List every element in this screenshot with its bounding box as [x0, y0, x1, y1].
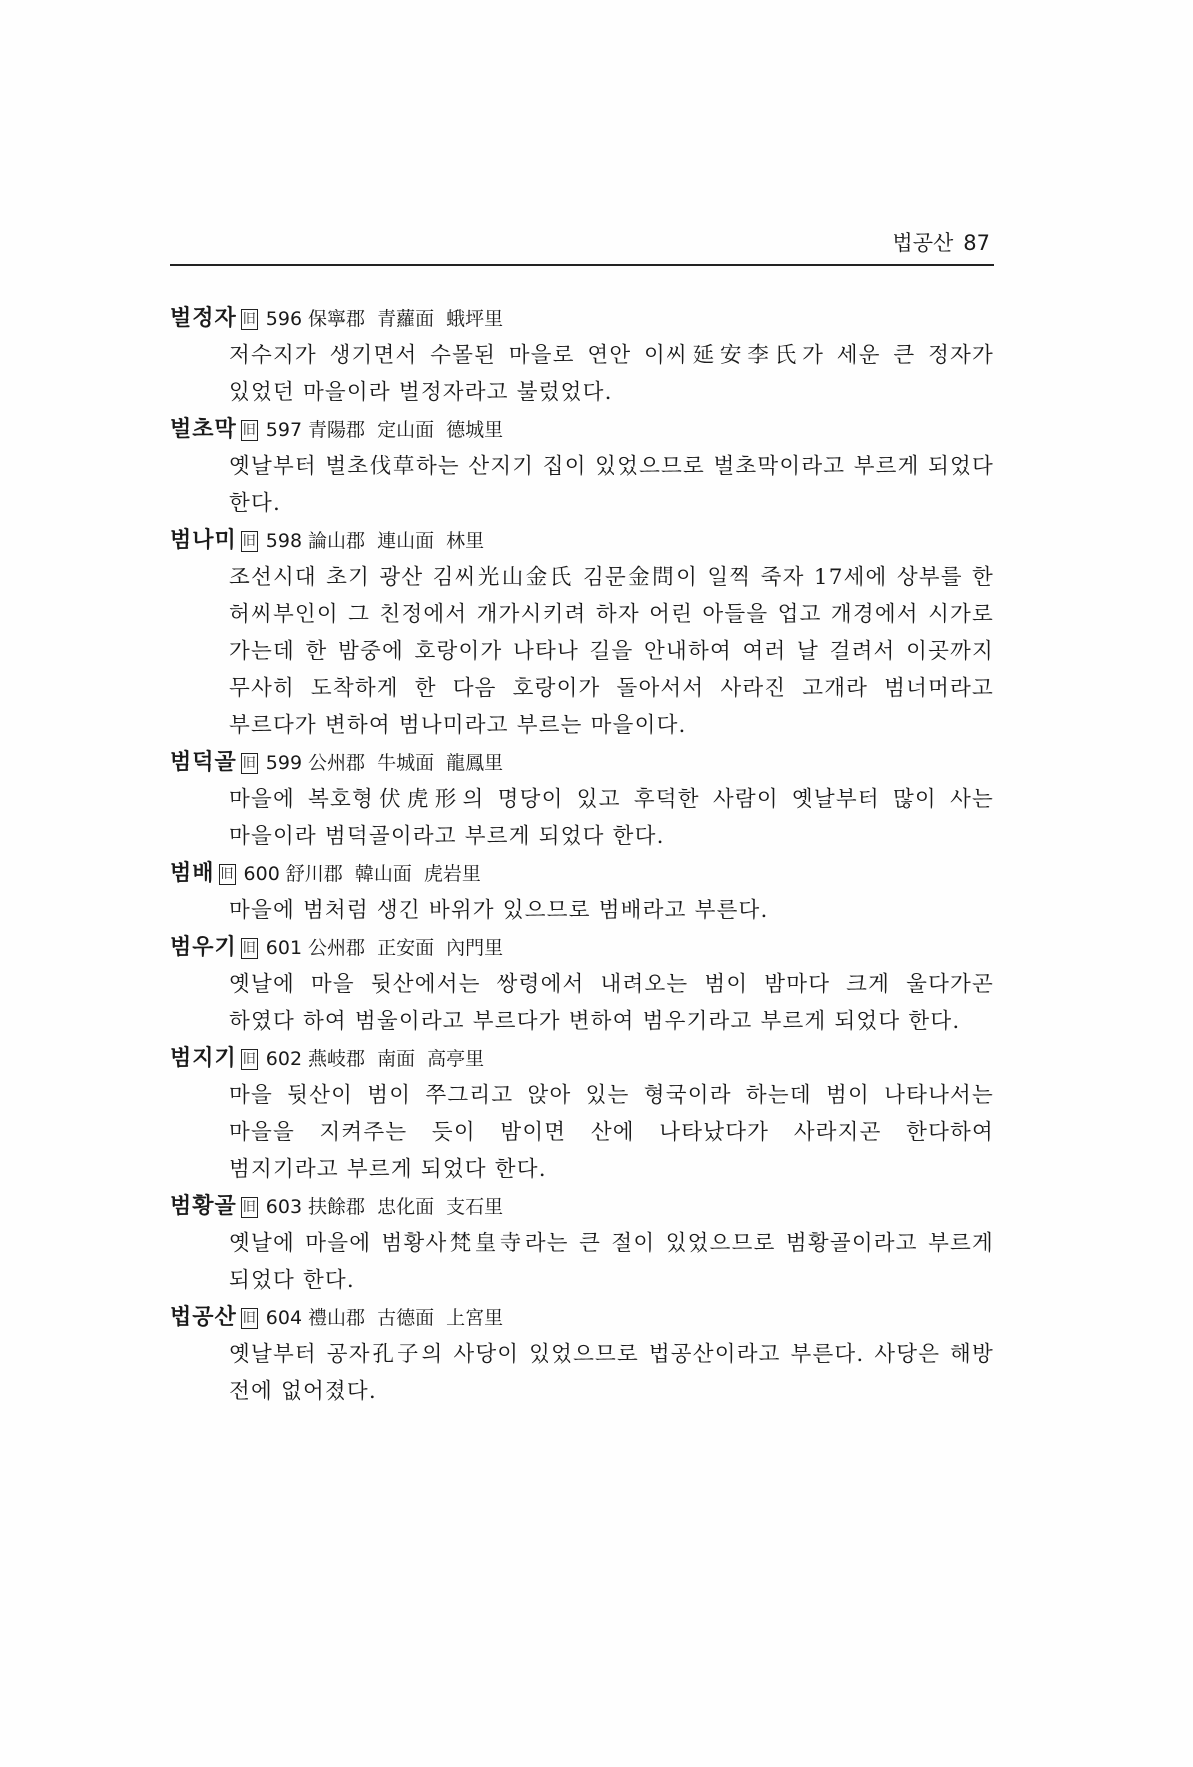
entry-name: 벌정자 [170, 306, 237, 331]
old-name-mark: 旧 [219, 864, 236, 885]
old-name-mark: 旧 [241, 1197, 258, 1218]
entry-number: 600 [243, 863, 280, 885]
entry-heading [170, 300, 994, 337]
entry-township: 青蘿面 [377, 308, 435, 330]
page-number: 87 [963, 231, 990, 255]
entry-number: 597 [265, 419, 303, 441]
entry-county: 公州郡 [308, 752, 366, 774]
entry [170, 744, 994, 855]
entry-township: 牛城面 [377, 752, 435, 774]
entry-county: 禮山郡 [308, 1307, 366, 1329]
entry-name: 벌초막 [170, 417, 237, 442]
old-name-mark: 旧 [241, 420, 258, 441]
entry-village: 內門里 [446, 937, 504, 959]
entry-description: 옛날부터 벌초伐草하는 산지기 집이 있었으므로 벌초막이라고 부르게 되었다 한다. [229, 454, 994, 516]
old-name-mark: 旧 [241, 753, 258, 774]
entry-heading [170, 411, 994, 448]
running-head-title: 법공산 [892, 231, 954, 255]
entry-village: 德城里 [446, 419, 504, 441]
entry-number: 603 [265, 1196, 303, 1218]
entry-village: 高亭里 [427, 1048, 485, 1070]
old-name-mark: 旧 [241, 938, 258, 959]
entry-county: 扶餘郡 [308, 1196, 366, 1218]
entry-number: 598 [265, 530, 303, 552]
entry-township: 忠化面 [377, 1196, 435, 1218]
entry-list [170, 300, 994, 1410]
entry-name: 범황골 [170, 1194, 237, 1219]
entry-description: 마을에 복호형伏虎形의 명당이 있고 후덕한 사람이 옛날부터 많이 사는 마을이라 범덕골이라고 부르게 되었다 한다. [229, 787, 994, 849]
running-head [170, 226, 994, 266]
entry-number: 596 [265, 308, 303, 330]
entry-village: 林里 [446, 530, 485, 552]
entry [170, 855, 994, 929]
entry [170, 1040, 994, 1188]
entry-village: 虎岩里 [423, 863, 481, 885]
entry-description: 저수지가 생기면서 수몰된 마을로 연안 이씨延安李氏가 세운 큰 정자가 있었던 마을이라 벌정자라고 불렀었다. [229, 343, 994, 405]
entry-description: 마을에 범처럼 생긴 바위가 있으므로 범배라고 부른다. [229, 898, 769, 923]
entry-county: 論山郡 [308, 530, 366, 552]
entry-heading [170, 522, 994, 559]
old-name-mark: 旧 [241, 309, 258, 330]
entry-county: 青陽郡 [308, 419, 366, 441]
entry-description: 옛날에 마을 뒷산에서는 쌍령에서 내려오는 범이 밤마다 크게 울다가곤 하였다 하여 범울이라고 부르다가 변하여 범우기라고 부르게 되었다 한다. [229, 972, 994, 1034]
entry-county: 舒川郡 [285, 863, 343, 885]
entry [170, 1299, 994, 1410]
entry [170, 522, 994, 744]
entry-description: 마을 뒷산이 범이 쭈그리고 앉아 있는 형국이라 하는데 범이 나타나서는 마을을 지켜주는 듯이 밤이면 산에 나타났다가 사라지곤 한다하여 범지기라고 부르게 되었다 한다. [229, 1083, 994, 1182]
old-name-mark: 旧 [241, 531, 258, 552]
entry-village: 支石里 [446, 1196, 504, 1218]
old-name-mark: 旧 [241, 1308, 258, 1329]
entry-name: 범우기 [170, 935, 237, 960]
entry-township: 正安面 [377, 937, 435, 959]
entry-county: 保寧郡 [308, 308, 366, 330]
entry-county: 公州郡 [308, 937, 366, 959]
entry [170, 929, 994, 1040]
entry-township: 定山面 [377, 419, 435, 441]
entry-number: 599 [265, 752, 303, 774]
entry-village: 龍鳳里 [446, 752, 504, 774]
entry-name: 범나미 [170, 528, 237, 553]
entry-township: 南面 [377, 1048, 416, 1070]
entry-description: 옛날부터 공자孔子의 사당이 있었으므로 법공산이라고 부른다. 사당은 해방 전에 없어졌다. [229, 1342, 994, 1404]
entry-name: 범지기 [170, 1046, 237, 1071]
entry-number: 601 [265, 937, 303, 959]
entry-township: 連山面 [377, 530, 435, 552]
entry-village: 蛾坪里 [446, 308, 504, 330]
entry-township: 古德面 [377, 1307, 435, 1329]
entry [170, 1188, 994, 1299]
entry [170, 300, 994, 411]
entry-number: 602 [265, 1048, 303, 1070]
entry-heading [170, 744, 994, 781]
entry-name: 법공산 [170, 1305, 237, 1330]
entry-description: 옛날에 마을에 범황사梵皇寺라는 큰 절이 있었으므로 범황골이라고 부르게 되었다 한다. [229, 1231, 994, 1293]
entry-heading [170, 929, 994, 966]
entry-heading [170, 1188, 994, 1225]
old-name-mark: 旧 [241, 1049, 258, 1070]
entry-heading [170, 855, 994, 892]
entry-heading [170, 1299, 994, 1336]
entry-heading [170, 1040, 994, 1077]
entry-description: 조선시대 초기 광산 김씨光山金氏 김문金問이 일찍 죽자 17세에 상부를 한 허씨부인이 그 친정에서 개가시키려 하자 어린 아들을 업고 개경에서 시가로 가는데 한 밤중에 호랑이가 나타나 길을 안내하여 여러 날 걸려서 이곳까지 무사히 도착하게 한 다음 호랑이가 돌아서서 사라진 고개라 범너머라고 부르다가 변하여 범나미라고 부르는 마을이다. [229, 565, 994, 738]
entry-name: 범배 [170, 861, 215, 886]
entry-village: 上宮里 [446, 1307, 504, 1329]
entry [170, 411, 994, 522]
entry-county: 燕岐郡 [308, 1048, 366, 1070]
entry-number: 604 [265, 1307, 303, 1329]
entry-township: 韓山面 [354, 863, 412, 885]
entry-name: 범덕골 [170, 750, 237, 775]
